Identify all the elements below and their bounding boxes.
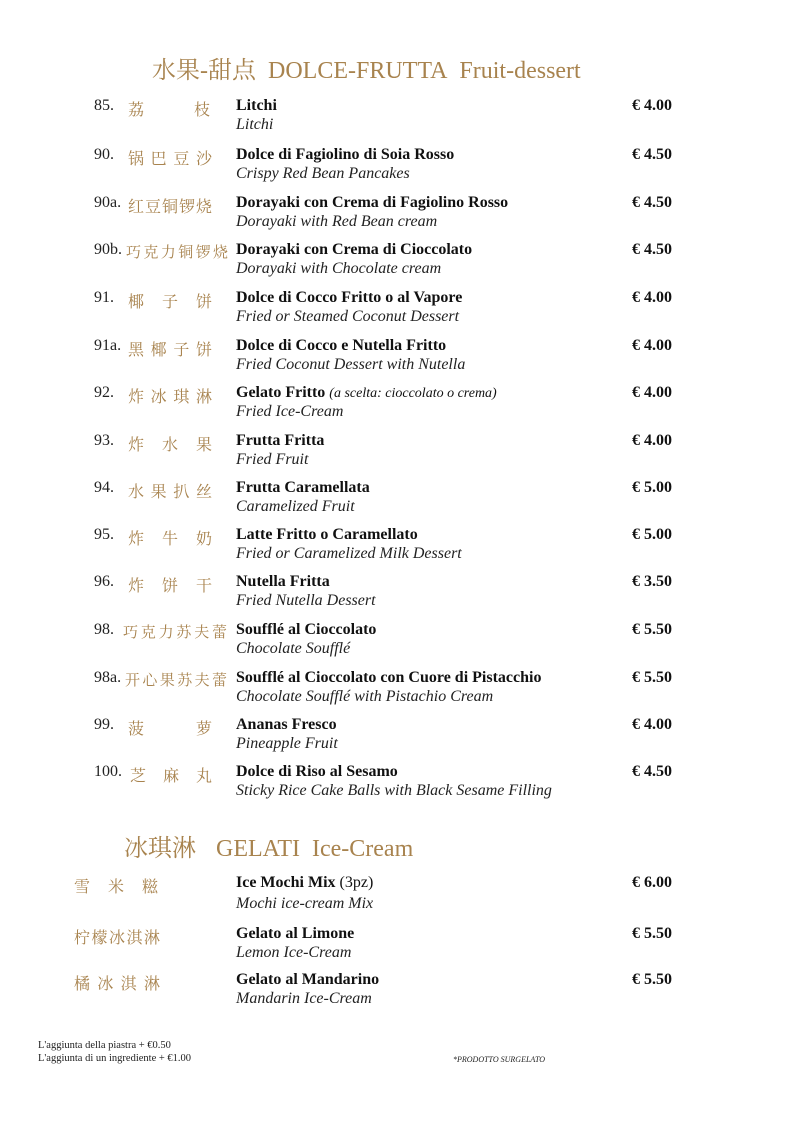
menu-item xyxy=(0,97,793,141)
item-price: € 5.00 xyxy=(632,479,672,496)
item-price: € 6.00 xyxy=(632,874,672,891)
fruit-title-cn: 水果-甜点 xyxy=(152,58,256,84)
item-name-en: Sticky Rice Cake Balls with Black Sesame Filling xyxy=(236,782,552,799)
item-name-it: Soufflé al Cioccolato xyxy=(236,621,377,638)
menu-item xyxy=(0,669,793,713)
menu-item xyxy=(0,479,793,523)
item-number: 85. xyxy=(94,97,114,114)
item-note: (a scelta: cioccolato o crema) xyxy=(329,386,497,401)
menu-item xyxy=(0,337,793,381)
menu-item xyxy=(0,384,793,428)
item-name-en: Chocolate Soufflé with Pistachio Cream xyxy=(236,688,494,705)
item-name-en: Dorayaki with Chocolate cream xyxy=(236,260,442,277)
item-name-en: Lemon Ice-Cream xyxy=(236,944,352,961)
item-name-cn: 红豆铜锣烧 xyxy=(128,197,212,216)
item-price: € 4.00 xyxy=(632,384,672,401)
item-number: 90. xyxy=(94,146,114,163)
gelati-title-en: Ice-Cream xyxy=(311,836,414,862)
item-name-en: Fried Coconut Dessert with Nutella xyxy=(236,356,466,373)
item-name-cn: 炸冰琪淋 xyxy=(128,387,212,406)
item-number: 91a. xyxy=(94,337,122,354)
item-price: € 4.00 xyxy=(632,716,672,733)
item-name-cn: 炸牛奶 xyxy=(128,529,212,548)
item-name-en: Fried Ice-Cream xyxy=(236,403,344,420)
item-number: 95. xyxy=(94,526,114,543)
item-number: 92. xyxy=(94,384,114,401)
menu-item xyxy=(0,971,793,1015)
gelati-section-title xyxy=(124,828,413,863)
item-price: € 4.50 xyxy=(632,146,672,163)
item-name-it: Gelato al Mandarino xyxy=(236,971,380,988)
item-name-it xyxy=(236,384,497,402)
item-price: € 3.50 xyxy=(632,573,672,590)
menu-item xyxy=(0,925,793,969)
item-number: 90a. xyxy=(94,194,122,211)
menu-item xyxy=(0,874,793,920)
item-number: 98. xyxy=(94,621,114,638)
item-name-en: Fried Fruit xyxy=(236,451,309,468)
item-name-it: Latte Fritto o Caramellato xyxy=(236,526,418,543)
item-price: € 5.50 xyxy=(632,971,672,988)
fruit-title-en: Fruit-dessert xyxy=(459,58,581,84)
item-price: € 4.00 xyxy=(632,432,672,449)
item-price: € 5.50 xyxy=(632,925,672,942)
item-name-it: Soufflé al Cioccolato con Cuore di Pistacchio xyxy=(236,669,542,686)
item-number: 100. xyxy=(94,763,122,780)
menu-item xyxy=(0,526,793,570)
item-price: € 4.50 xyxy=(632,241,672,258)
menu-item xyxy=(0,432,793,476)
item-name-en: Caramelized Fruit xyxy=(236,498,355,515)
item-price: € 4.00 xyxy=(632,337,672,354)
item-name-cn: 荔枝 xyxy=(128,100,210,119)
item-name-cn: 菠萝 xyxy=(128,719,212,738)
item-name-it: Frutta Caramellata xyxy=(236,479,370,496)
fruit-section-title xyxy=(152,50,581,85)
item-name-cn: 炸饼干 xyxy=(128,576,212,595)
item-price: € 5.50 xyxy=(632,621,672,638)
item-number: 93. xyxy=(94,432,114,449)
item-price: € 5.00 xyxy=(632,526,672,543)
item-name-en: Fried or Caramelized Milk Dessert xyxy=(236,545,462,562)
menu-item xyxy=(0,194,793,238)
item-name-cn: 柠檬冰淇淋 xyxy=(74,928,160,947)
item-name-cn: 开心果苏夫蕾 xyxy=(125,671,227,689)
item-name-it: Dolce di Cocco e Nutella Fritto xyxy=(236,337,447,354)
menu-item xyxy=(0,763,793,807)
item-name-it: Dorayaki con Crema di Cioccolato xyxy=(236,241,473,258)
item-name-it: Nutella Fritta xyxy=(236,573,330,590)
fruit-title-it: DOLCE-FRUTTA xyxy=(268,58,448,84)
item-name-en: Mandarin Ice-Cream xyxy=(236,990,372,1007)
item-price: € 4.00 xyxy=(632,289,672,306)
item-name-it xyxy=(236,874,373,892)
item-name-it-text: Gelato Fritto xyxy=(236,384,326,401)
item-name-cn: 椰子饼 xyxy=(128,292,212,311)
menu-item xyxy=(0,289,793,333)
item-number: 94. xyxy=(94,479,114,496)
item-name-it: Dolce di Cocco Fritto o al Vapore xyxy=(236,289,463,306)
item-name-cn: 芝麻丸 xyxy=(130,766,212,785)
item-name-en: Dorayaki with Red Bean cream xyxy=(236,213,438,230)
item-number: 91. xyxy=(94,289,114,306)
item-quantity: (3pz) xyxy=(339,874,374,891)
item-name-cn: 巧克力苏夫蕾 xyxy=(123,623,227,641)
item-price: € 4.00 xyxy=(632,97,672,114)
menu-item xyxy=(0,573,793,617)
item-name-cn: 雪米糍 xyxy=(74,877,158,896)
menu-item xyxy=(0,146,793,190)
item-name-it: Gelato al Limone xyxy=(236,925,355,942)
menu-item xyxy=(0,716,793,760)
item-name-cn: 炸水果 xyxy=(128,435,212,454)
footer-note-grill: L'aggiunta della piastra + €0.50 xyxy=(38,1040,171,1051)
item-name-it: Frutta Fritta xyxy=(236,432,325,449)
item-number: 98a. xyxy=(94,669,122,686)
footer-note-ingredient: L'aggiunta di un ingrediente + €1.00 xyxy=(38,1053,192,1064)
gelati-title-it: GELATI xyxy=(216,836,300,862)
item-name-it-text: Ice Mochi Mix xyxy=(236,874,336,891)
item-name-it: Dorayaki con Crema di Fagiolino Rosso xyxy=(236,194,509,211)
item-name-en: Chocolate Soufflé xyxy=(236,640,351,657)
item-name-cn: 黑椰子饼 xyxy=(128,340,212,359)
item-price: € 4.50 xyxy=(632,763,672,780)
menu-item xyxy=(0,241,793,285)
item-number: 90b. xyxy=(94,241,122,258)
item-number: 99. xyxy=(94,716,114,733)
item-name-cn: 橘冰淇淋 xyxy=(74,974,160,993)
item-price: € 4.50 xyxy=(632,194,672,211)
item-name-cn: 水果扒丝 xyxy=(128,482,212,501)
item-name-it: Ananas Fresco xyxy=(236,716,337,733)
menu-item xyxy=(0,621,793,665)
item-name-en: Fried Nutella Dessert xyxy=(236,592,376,609)
item-name-it: Dolce di Riso al Sesamo xyxy=(236,763,398,780)
item-name-en: Litchi xyxy=(236,116,274,133)
item-name-it: Litchi xyxy=(236,97,277,114)
item-name-it: Dolce di Fagiolino di Soia Rosso xyxy=(236,146,455,163)
gelati-title-cn: 冰琪淋 xyxy=(124,836,196,862)
item-number: 96. xyxy=(94,573,114,590)
item-name-en: Mochi ice-cream Mix xyxy=(236,895,374,912)
item-name-en: Fried or Steamed Coconut Dessert xyxy=(236,308,460,325)
item-name-en: Pineapple Fruit xyxy=(236,735,338,752)
item-name-en: Crispy Red Bean Pancakes xyxy=(236,165,410,182)
item-name-cn: 锅巴豆沙 xyxy=(128,149,212,168)
item-price: € 5.50 xyxy=(632,669,672,686)
item-name-cn: 巧克力铜锣烧 xyxy=(126,243,228,261)
footer-frozen-note: *PRODOTTO SURGELATO xyxy=(453,1055,546,1064)
